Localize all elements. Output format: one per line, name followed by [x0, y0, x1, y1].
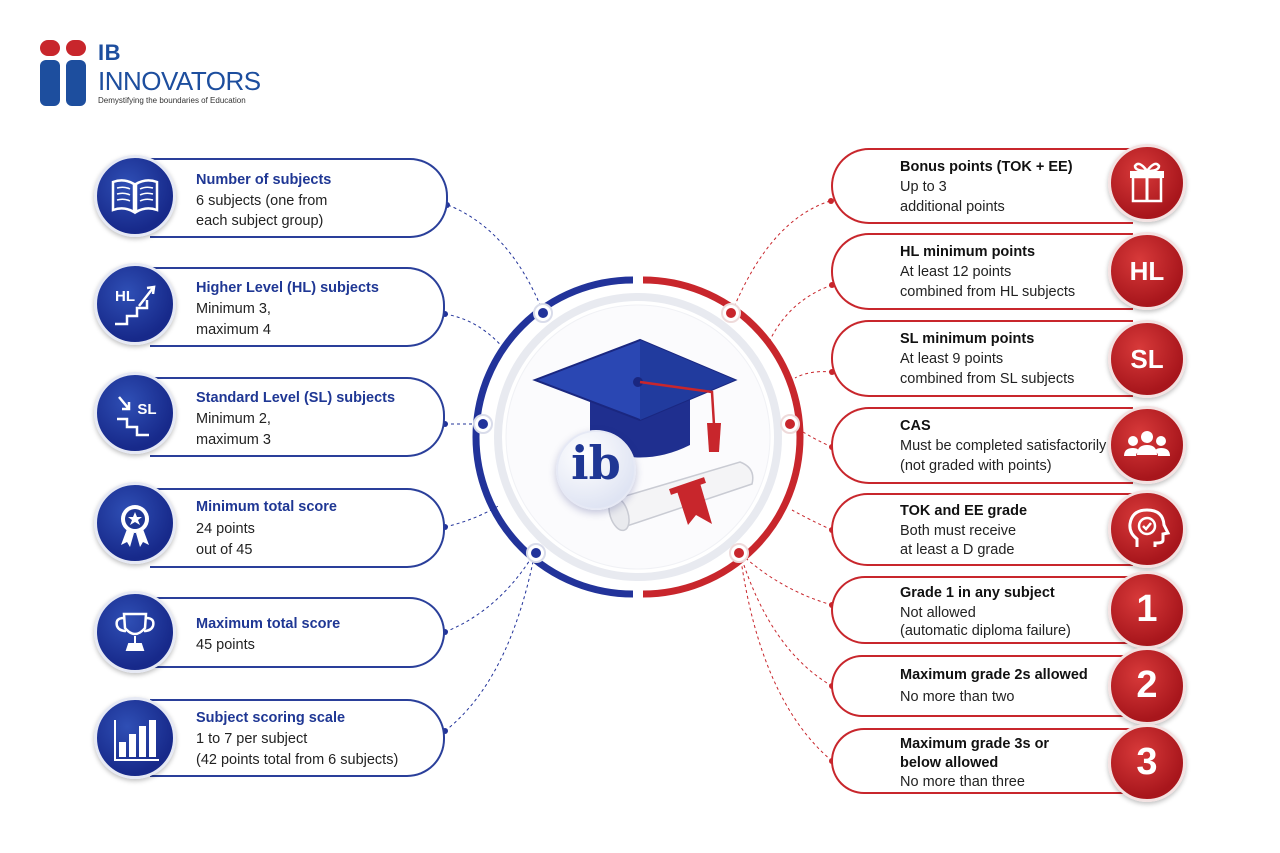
card-title: Minimum total score: [196, 499, 337, 515]
card-line: Both must receive: [900, 523, 1017, 539]
head-check-icon: [1108, 490, 1186, 568]
card-bonus-points: [831, 148, 1133, 224]
emblem-letters: ib: [571, 436, 621, 490]
connector-left-6: [445, 552, 535, 731]
card-line: Not allowed: [900, 605, 976, 621]
logo-mark-icon: [40, 38, 88, 108]
card-title: HL minimum points: [900, 244, 1036, 260]
icon-label: SL: [1130, 344, 1164, 374]
card-line: maximum 3: [196, 432, 271, 448]
connector-left-5: [445, 552, 535, 632]
card-line: No more than two: [900, 689, 1015, 705]
number-1-icon: [1108, 571, 1186, 649]
card-sl-subjects: [150, 377, 445, 457]
card-line: No more than three: [900, 774, 1025, 790]
card-cas: [831, 407, 1133, 484]
connector-right-7: [740, 553, 832, 686]
logo-name-line2: INNOVATORS: [98, 66, 261, 96]
trophy-icon: [94, 591, 176, 673]
card-line: 24 points: [196, 521, 255, 537]
card-line: (not graded with points): [900, 458, 1052, 474]
hl-badge-icon: [1108, 232, 1186, 310]
card-title: Maximum grade 2s allowed: [900, 667, 1088, 683]
card-line: At least 12 points: [900, 264, 1012, 280]
logo-tagline: Demystifying the boundaries of Education: [98, 96, 246, 105]
ib-emblem: [556, 430, 636, 510]
connector-left-1: [448, 205, 543, 312]
icon-label: HL: [1129, 256, 1165, 286]
hl-stairs-icon: [94, 263, 176, 345]
card-hl-subjects: [150, 267, 445, 347]
card-line: maximum 4: [196, 322, 271, 338]
card-line: 45 points: [196, 637, 255, 653]
connector-right-1: [732, 201, 830, 312]
card-title: SL minimum points: [900, 331, 1035, 347]
card-line: combined from SL subjects: [900, 371, 1075, 387]
gift-icon: [1108, 144, 1186, 222]
card-line: Up to 3: [900, 179, 947, 195]
connector-right-8: [740, 553, 832, 761]
card-title: Maximum total score: [196, 616, 341, 632]
card-title: Standard Level (SL) subjects: [196, 390, 396, 406]
bar-chart-icon: [94, 697, 176, 779]
card-number-of-subjects: [150, 158, 448, 238]
card-line: Minimum 3,: [196, 301, 271, 317]
number-3-icon: [1108, 724, 1186, 802]
icon-label: 3: [1136, 741, 1158, 783]
people-group-icon: [1108, 406, 1186, 484]
sl-stairs-icon: [94, 372, 176, 454]
card-max-grade-2s: [831, 655, 1133, 717]
connector-left-2: [445, 314, 505, 350]
card-line: at least a D grade: [900, 542, 1015, 558]
card-title: CAS: [900, 418, 931, 434]
card-line: At least 9 points: [900, 351, 1004, 367]
card-title: Maximum grade 3s or: [900, 736, 1050, 752]
award-ribbon-icon: [94, 482, 176, 564]
card-max-grade-3s: [831, 728, 1133, 794]
card-title: TOK and EE grade: [900, 503, 1028, 519]
card-line: Minimum 2,: [196, 411, 271, 427]
card-subject-scoring-scale: [150, 699, 445, 777]
number-2-icon: [1108, 647, 1186, 725]
open-book-icon: [94, 155, 176, 237]
card-line: Must be completed satisfactorily: [900, 438, 1107, 454]
card-line: (automatic diploma failure): [900, 623, 1071, 639]
card-sl-minimum-points: [831, 320, 1133, 397]
sl-badge-icon: [1108, 320, 1186, 398]
card-title: Bonus points (TOK + EE): [900, 159, 1073, 175]
ib-innovators-logo: [40, 38, 270, 113]
icon-label: SL: [137, 401, 157, 418]
card-title: Grade 1 in any subject: [900, 585, 1055, 601]
card-minimum-total-score: [150, 488, 445, 568]
card-title-line2: below allowed: [900, 755, 999, 771]
card-line: each subject group): [196, 213, 324, 229]
icon-label: HL: [115, 288, 135, 305]
card-title: Higher Level (HL) subjects: [196, 280, 379, 296]
card-line: additional points: [900, 199, 1005, 215]
logo-name-line1: IB: [98, 40, 121, 65]
card-tok-ee-grade: [831, 493, 1133, 566]
card-line: 6 subjects (one from: [196, 193, 328, 209]
icon-label: 1: [1136, 588, 1158, 630]
card-maximum-total-score: [150, 597, 445, 668]
card-title: Number of subjects: [196, 172, 332, 188]
connector-right-3: [795, 372, 832, 378]
card-title: Subject scoring scale: [196, 710, 346, 726]
card-grade-1: [831, 576, 1133, 644]
connector-right-6: [740, 553, 832, 605]
card-line: out of 45: [196, 542, 253, 558]
icon-label: 2: [1136, 664, 1158, 706]
connector-right-2: [770, 285, 832, 340]
card-hl-minimum-points: [831, 233, 1133, 310]
connector-right-5: [792, 510, 832, 530]
card-line: combined from HL subjects: [900, 284, 1076, 300]
card-line: (42 points total from 6 subjects): [196, 752, 399, 768]
card-line: 1 to 7 per subject: [196, 731, 308, 747]
